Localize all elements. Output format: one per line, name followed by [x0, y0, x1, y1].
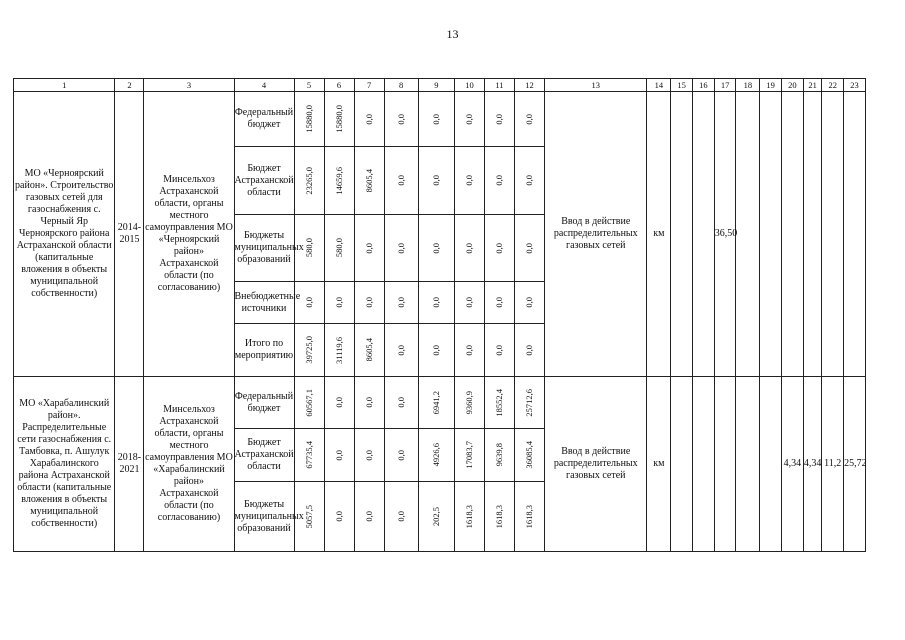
value-cell: 0,0 — [463, 113, 474, 125]
header-cell: 11 — [484, 79, 514, 92]
value-cell: 17083,7 — [463, 441, 474, 469]
value-cell: 0,0 — [463, 242, 474, 254]
target-value — [693, 377, 715, 552]
header-cell: 13 — [545, 79, 647, 92]
value-cell: 0,0 — [430, 242, 441, 254]
value-cell: 0,0 — [523, 175, 534, 186]
target-value — [714, 377, 736, 552]
funding-source: Бюджет Астраханской области — [234, 147, 294, 215]
value-cell: 0,0 — [363, 397, 374, 408]
value-cell: 0,0 — [395, 449, 406, 461]
value-cell: 0,0 — [523, 297, 534, 308]
years: 2018-2021 — [115, 377, 144, 552]
header-cell: 16 — [693, 79, 715, 92]
target-value — [671, 92, 693, 377]
header-cell: 8 — [384, 79, 418, 92]
value-cell: 0,0 — [430, 113, 441, 125]
value-cell: 580,0 — [303, 238, 314, 258]
value-cell: 15880,0 — [303, 105, 314, 133]
value-cell: 0,0 — [363, 511, 374, 522]
value-cell: 0,0 — [333, 511, 344, 522]
target-value — [782, 92, 804, 377]
value-cell: 0,0 — [430, 344, 441, 356]
years: 2014-2015 — [115, 92, 144, 377]
value-cell: 39725,0 — [303, 336, 314, 364]
executor: Минсельхоз Астраханской области, органы местного самоуправления МО «Черноярский район» Астраханской области (по согласованию) — [144, 92, 234, 377]
value-cell: 23265,0 — [303, 166, 314, 195]
header-cell: 21 — [803, 79, 822, 92]
header-cell: 5 — [294, 79, 324, 92]
value-cell: 15880,0 — [333, 105, 344, 133]
value-cell: 0,0 — [395, 113, 406, 125]
value-cell: 0,0 — [463, 297, 474, 308]
value-cell: 0,0 — [395, 344, 406, 356]
header-cell: 18 — [736, 79, 760, 92]
target-value: 25,72 — [844, 377, 866, 552]
value-cell: 0,0 — [333, 297, 344, 308]
target-value — [736, 377, 760, 552]
value-cell: 18552,4 — [493, 388, 504, 417]
value-cell: 31119,6 — [333, 336, 344, 364]
header-cell: 10 — [454, 79, 484, 92]
page-number: 13 — [446, 27, 459, 41]
value-cell: 25712,6 — [523, 388, 534, 417]
executor: Минсельхоз Астраханской области, органы местного самоуправления МО «Харабалинский район» Астраханской области (по согласованию) — [144, 377, 234, 552]
target-value — [671, 377, 693, 552]
value-cell: 0,0 — [333, 449, 344, 461]
funding-source: Итого по мероприятию — [234, 324, 294, 377]
target-value: 4,34 — [803, 377, 822, 552]
header-cell: 3 — [144, 79, 234, 92]
program-table — [13, 78, 866, 552]
value-cell: 0,0 — [430, 175, 441, 186]
target-value — [844, 92, 866, 377]
value-cell: 1618,3 — [493, 504, 504, 529]
target-value: 11,2 — [822, 377, 844, 552]
indicator-name: Ввод в действие распределительных газовых сетей — [545, 377, 647, 552]
value-cell: 0,0 — [523, 242, 534, 254]
value-cell: 5057,5 — [303, 504, 314, 529]
funding-source: Бюджет Астраханской области — [234, 429, 294, 482]
value-cell: 14659,6 — [333, 166, 344, 195]
header-cell: 2 — [115, 79, 144, 92]
value-cell: 0,0 — [493, 242, 504, 254]
value-cell: 0,0 — [363, 449, 374, 461]
value-cell: 0,0 — [523, 113, 534, 125]
header-cell: 12 — [514, 79, 544, 92]
value-cell: 0,0 — [333, 397, 344, 408]
value-cell: 0,0 — [463, 175, 474, 186]
value-cell: 0,0 — [523, 344, 534, 356]
object-name: МО «Харабалинский район». Распределительные сети газоснабжения с. Тамбовка, п. Ашулук Харабалинского района Астраханской области (капитальные вложения в объекты муниципальной собственности) — [14, 377, 115, 552]
funding-source: Бюджеты муниципальных образований — [234, 482, 294, 552]
value-cell: 0,0 — [463, 344, 474, 356]
object-name: МО «Черноярский район». Строительство газовых сетей для газоснабжения с. Черный Яр Черноярского района Астраханской области (капитальные вложения в объекты муниципальной собственности) — [14, 92, 115, 377]
value-cell: 1618,3 — [463, 504, 474, 529]
value-cell: 36085,4 — [523, 441, 534, 469]
value-cell: 67735,4 — [303, 441, 314, 469]
table-row — [14, 92, 866, 147]
target-value — [760, 377, 782, 552]
value-cell: 4926,6 — [430, 443, 441, 467]
value-cell: 1618,3 — [523, 504, 534, 529]
indicator-name: Ввод в действие распределительных газовых сетей — [545, 92, 647, 377]
value-cell: 8605,4 — [363, 168, 374, 193]
value-cell: 9639,8 — [493, 443, 504, 467]
target-value — [760, 92, 782, 377]
unit: км — [647, 377, 671, 552]
value-cell: 0,0 — [395, 175, 406, 186]
value-cell: 6941,2 — [430, 390, 441, 415]
target-value: 36,50 — [714, 92, 736, 377]
header-cell: 7 — [354, 79, 384, 92]
value-cell: 0,0 — [395, 297, 406, 308]
header-cell: 6 — [324, 79, 354, 92]
value-cell: 0,0 — [363, 242, 374, 254]
value-cell: 0,0 — [395, 242, 406, 254]
unit: км — [647, 92, 671, 377]
table-row — [14, 377, 866, 429]
funding-source: Бюджеты муниципальных образований — [234, 215, 294, 282]
header-cell: 9 — [418, 79, 454, 92]
value-cell: 202,5 — [430, 506, 441, 527]
header-cell: 14 — [647, 79, 671, 92]
target-value — [822, 92, 844, 377]
value-cell: 8605,4 — [363, 338, 374, 362]
value-cell: 0,0 — [493, 297, 504, 308]
funding-source: Федеральный бюджет — [234, 92, 294, 147]
value-cell: 0,0 — [395, 511, 406, 522]
funding-source: Внебюджетные источники — [234, 282, 294, 324]
header-row — [14, 79, 866, 92]
value-cell: 0,0 — [493, 344, 504, 356]
funding-source: Федеральный бюджет — [234, 377, 294, 429]
header-cell: 22 — [822, 79, 844, 92]
value-cell: 580,0 — [333, 238, 344, 258]
value-cell: 60567,1 — [303, 388, 314, 417]
value-cell: 0,0 — [430, 297, 441, 308]
header-cell: 15 — [671, 79, 693, 92]
target-value — [693, 92, 715, 377]
value-cell: 0,0 — [493, 175, 504, 186]
value-cell: 9360,9 — [463, 390, 474, 415]
value-cell: 0,0 — [363, 113, 374, 125]
header-cell: 1 — [14, 79, 115, 92]
value-cell: 0,0 — [395, 397, 406, 408]
value-cell: 0,0 — [303, 297, 314, 308]
target-value: 4,34 — [782, 377, 804, 552]
header-cell: 23 — [844, 79, 866, 92]
value-cell: 0,0 — [363, 297, 374, 308]
header-cell: 4 — [234, 79, 294, 92]
target-value — [736, 92, 760, 377]
header-cell: 19 — [760, 79, 782, 92]
header-cell: 20 — [782, 79, 804, 92]
target-value — [803, 92, 822, 377]
header-cell: 17 — [714, 79, 736, 92]
value-cell: 0,0 — [493, 113, 504, 125]
